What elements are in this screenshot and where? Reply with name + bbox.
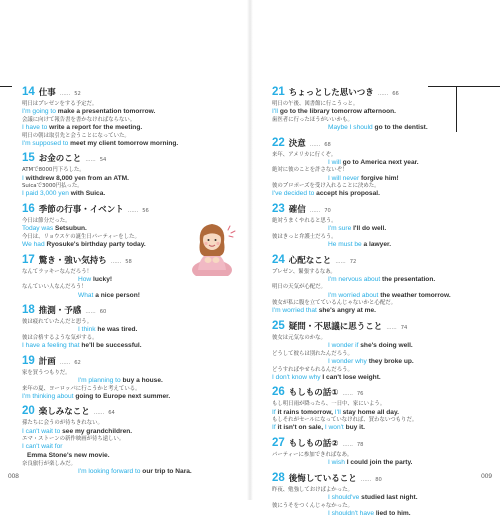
key-phrase: I'm worried that	[272, 307, 317, 315]
japanese-sentence: 彼にうそをつくんじゃなかった。	[272, 502, 353, 509]
section	[272, 472, 494, 519]
section	[272, 137, 494, 199]
key-phrase: If	[272, 424, 276, 432]
sentence-rest: he was tired.	[95, 326, 138, 334]
section-number: 14	[22, 86, 35, 98]
section	[22, 405, 244, 476]
section-title: 推測・予感	[38, 306, 82, 317]
key-phrase: I have to	[22, 124, 48, 131]
sentence-rest: buy it.	[343, 424, 365, 432]
section-page-ref: 78	[356, 441, 364, 448]
key-phrase: I can't wait to	[22, 427, 61, 435]
japanese-sentence: どうして彼らは別れたんだろう。	[272, 350, 353, 357]
section-number: 19	[22, 354, 35, 367]
key-phrase: How	[78, 275, 92, 283]
section-page-ref: 80	[375, 476, 382, 483]
japanese-sentence: 会議に向けて報告書を書かなければならない。	[22, 116, 136, 123]
japanese-sentence: 孫たちに会うのが待ちきれない。	[22, 420, 103, 427]
section-heading	[272, 137, 494, 151]
key-phrase: He must be	[328, 240, 362, 248]
japanese-sentence: なんてラッキーなんだろう！	[22, 268, 92, 275]
english-sentence	[272, 494, 494, 503]
section	[272, 86, 494, 133]
sentence-rest: she's doing well.	[358, 342, 413, 350]
section	[272, 437, 494, 468]
sentence-rest: she's angry at me.	[316, 307, 376, 315]
section-page-ref: 52	[74, 91, 81, 97]
japanese-sentence: 明日はプレゼンをする予定だ。	[22, 101, 98, 107]
key-phrase: I	[22, 174, 24, 182]
english-sentence	[22, 124, 244, 133]
japanese-sentence: 彼は合格するような気がする。	[22, 334, 98, 341]
japanese-sentence: 歯医者に行ったほうがいいかも。	[272, 116, 353, 123]
section-number: 25	[272, 319, 285, 332]
section-heading	[272, 472, 494, 486]
japanese-sentence: 絶対に彼のことを許さないぞ！	[272, 167, 348, 174]
left-page	[0, 0, 250, 500]
girl-illustration	[186, 218, 238, 276]
section-page-ref: 70	[324, 207, 331, 214]
section-title: 楽しみなこと	[38, 407, 90, 418]
leader-dots: ……	[59, 359, 71, 366]
section-number: 20	[22, 405, 35, 418]
sentence-rest: lucky!	[91, 275, 113, 283]
sentence-rest: make a presentation tomorrow.	[55, 108, 156, 116]
japanese-sentence: もしそれがセールになっていなければ、買わないつもりだ。	[272, 417, 418, 424]
key-phrase: I'm nervous about	[328, 275, 381, 283]
sentence-rest: go to the library tomorrow afternoon.	[278, 108, 396, 116]
section-page-ref: 60	[99, 309, 107, 316]
english-sentence	[22, 342, 244, 351]
key-phrase: I should've	[328, 493, 360, 501]
key-phrase: I won't	[324, 424, 344, 432]
section-number: 21	[272, 86, 285, 98]
section-page-ref: 66	[392, 91, 399, 97]
section-title: 後悔していること	[288, 473, 357, 484]
sentence-rest: they broke up.	[366, 357, 414, 365]
section	[22, 86, 244, 148]
section-title: もしもの話①	[288, 388, 339, 399]
english-sentence	[272, 358, 494, 367]
section-number: 28	[272, 471, 285, 484]
sentence-rest: studied last night.	[359, 493, 418, 501]
japanese-sentence: 明日の午後、図書館に行こうっと。	[272, 101, 359, 107]
section-page-ref: 72	[349, 258, 357, 265]
section-number: 27	[272, 436, 285, 449]
japanese-sentence: 昨夜、勉強しておけばよかった。	[272, 486, 353, 493]
section-page-ref: 74	[400, 324, 408, 331]
key-phrase: I will never	[328, 174, 360, 182]
section-number: 24	[272, 253, 285, 266]
english-sentence	[272, 424, 494, 433]
sentence-rest: I can't lose weight.	[320, 373, 381, 381]
leader-dots: ……	[309, 141, 321, 148]
japanese-sentence: 来年の夏、ヨーロッパに行こうかと考えている。	[22, 385, 141, 392]
sentence-rest: Setsubun.	[53, 225, 87, 233]
sentence-rest: Ryosuke's birthday party today.	[44, 240, 146, 248]
english-sentence	[272, 307, 494, 316]
english-sentence	[22, 108, 244, 117]
right-folio: 009	[481, 473, 492, 480]
english-sentence	[22, 326, 244, 335]
key-phrase: We had	[22, 240, 45, 248]
japanese-sentence: パーティーに参加できればなあ。	[272, 451, 353, 458]
english-sentence	[22, 190, 244, 199]
key-phrase: I wonder why	[328, 357, 367, 365]
japanese-sentence: 明日の天気が心配だ。	[272, 284, 326, 291]
key-phrase: I don't know why	[272, 373, 321, 381]
english-sentence	[22, 377, 244, 386]
section-number: 16	[22, 202, 35, 215]
section-heading	[272, 254, 494, 268]
left-folio: 008	[8, 473, 19, 480]
section-page-ref: 58	[125, 258, 132, 265]
sentence-rest: go to America next year.	[340, 158, 419, 166]
section-page-ref: 68	[324, 141, 331, 148]
sentence-rest: with Suica.	[68, 190, 106, 198]
sentence-rest: accept his proposal.	[314, 190, 380, 198]
section-page-ref: 76	[356, 391, 364, 398]
key-phrase: I'm sure	[328, 225, 352, 233]
japanese-sentence: 彼女が私に腹を立てているんじゃないかと心配だ。	[272, 300, 396, 307]
english-sentence	[272, 225, 494, 234]
key-phrase: I can't wait for	[22, 443, 63, 451]
japanese-sentence: 絶対うまくやれると思う。	[272, 217, 337, 224]
key-phrase: I have a feeling that	[22, 342, 80, 350]
right-page	[250, 0, 500, 517]
section-title: お金のこと	[38, 154, 82, 165]
english-sentence	[22, 443, 244, 452]
section-number: 26	[272, 386, 285, 399]
english-sentence	[272, 374, 494, 383]
key-phrase: I will	[328, 158, 341, 166]
english-sentence	[272, 241, 494, 250]
key-phrase: I'm planning to	[78, 376, 121, 384]
section-heading	[22, 86, 244, 100]
section-title: 疑問・不思議に思うこと	[288, 321, 383, 332]
japanese-sentence: 今日は、リョウスケの誕生日パーティーをした。	[22, 233, 140, 240]
key-phrase: I'm thinking about	[22, 392, 74, 400]
japanese-sentence: 来年、アメリカに行くぞ。	[272, 151, 337, 158]
sentence-rest: see my grandchildren.	[60, 427, 133, 435]
section-page-ref: 54	[99, 157, 107, 164]
sentence-rest: he'll be successful.	[79, 342, 142, 350]
sentence-rest: it rains tomorrow,	[275, 408, 335, 416]
key-phrase: I shouldn't have	[328, 509, 374, 517]
key-phrase: I've decided to	[272, 190, 315, 198]
section-title: 驚き・強い気持ち	[38, 255, 107, 266]
leader-dots: ……	[335, 258, 346, 265]
japanese-sentence: どうすればやせられるんだろう。	[272, 366, 353, 373]
japanese-sentence: 今日は節分だった。	[22, 217, 71, 224]
sentence-rest: write a report for the meeting.	[47, 124, 143, 131]
left-column	[22, 86, 244, 480]
key-phrase: I paid 3,000 yen	[22, 190, 69, 198]
japanese-sentence: Suicaで3000円払った。	[22, 183, 83, 190]
english-sentence	[22, 175, 244, 184]
sentence-rest: buy a house.	[120, 376, 163, 384]
japanese-sentence: プレゼン、緊張するなあ。	[272, 268, 336, 275]
section	[22, 304, 244, 351]
english-sentence	[272, 190, 494, 199]
sentence-rest: Emma Stone's new movie.	[27, 451, 110, 459]
section-heading	[272, 386, 494, 400]
key-phrase: Maybe I should	[328, 124, 373, 131]
sentence-rest: meet my client tomorrow morning.	[68, 139, 179, 147]
section-heading	[272, 320, 494, 334]
section-number: 17	[22, 253, 35, 266]
leader-dots: ……	[127, 207, 139, 214]
section	[272, 203, 494, 250]
key-phrase: I'll	[334, 408, 341, 416]
section-page-ref: 56	[142, 207, 149, 214]
section-heading	[272, 86, 494, 100]
sentence-rest: a lawyer.	[361, 240, 392, 248]
section-page-ref: 64	[108, 410, 115, 417]
english-sentence	[22, 468, 244, 477]
sentence-rest: stay home all day.	[340, 408, 399, 416]
leader-dots: ……	[342, 441, 353, 448]
sentence-rest: the presentation.	[380, 275, 436, 283]
sentence-rest: our trip to Nara.	[140, 467, 192, 475]
sentence-rest: a nice person!	[93, 291, 140, 299]
english-sentence	[22, 140, 244, 149]
sentence-rest: go to the dentist.	[372, 124, 428, 131]
section-heading	[22, 405, 244, 419]
leader-dots: ……	[377, 91, 389, 97]
english-sentence	[272, 175, 494, 184]
english-sentence	[272, 510, 494, 519]
japanese-sentence: ATMで8000円下ろした。	[22, 167, 85, 174]
key-phrase: I'm supposed to	[22, 139, 69, 147]
english-sentence	[272, 292, 494, 301]
english-sentence	[22, 393, 244, 402]
leader-dots: ……	[309, 207, 321, 214]
leader-dots: ……	[342, 391, 353, 398]
section-title: 季節の行事・イベント	[38, 204, 124, 215]
english-sentence	[272, 124, 494, 133]
japanese-sentence: 彼のプロポーズを受け入れることに決めた。	[272, 183, 380, 190]
sentence-rest: lied to him.	[373, 509, 411, 517]
japanese-sentence: 彼は疲れていたんだと思う。	[22, 319, 93, 326]
key-phrase: I'll	[272, 108, 279, 116]
japanese-sentence: 明日の朝は取引先と会うことになっていた。	[22, 132, 130, 139]
japanese-sentence: 彼はきっと弁護士だろう。	[272, 233, 337, 240]
section-number: 15	[22, 152, 35, 165]
key-phrase: I'm worried about	[328, 291, 379, 299]
leader-dots: ……	[59, 91, 71, 97]
sentence-rest: it isn't on sale,	[275, 424, 325, 432]
key-phrase: I think	[78, 326, 96, 334]
section-heading	[22, 152, 244, 166]
right-column	[272, 86, 494, 522]
section-title: 決意	[288, 138, 306, 149]
japanese-sentence: 家を買うつもりだ。	[22, 369, 71, 376]
section-number: 22	[272, 136, 285, 149]
leader-dots: ……	[85, 157, 96, 164]
section-heading	[22, 355, 244, 369]
japanese-sentence: もし明日雨が降ったら、一日中、家にいよう。	[272, 401, 386, 408]
key-phrase: I'm looking forward to	[78, 467, 141, 475]
leader-dots: ……	[110, 258, 122, 265]
key-phrase: I wish	[328, 459, 345, 467]
leader-dots: ……	[85, 309, 96, 316]
english-sentence	[22, 452, 244, 461]
key-phrase: If	[272, 408, 276, 416]
key-phrase: What	[78, 291, 94, 299]
japanese-sentence: 奈良旅行が楽しみだ。	[22, 460, 76, 467]
section-page-ref: 62	[74, 359, 81, 366]
section-heading	[22, 304, 244, 318]
sentence-rest: withdrew 8,000 yen from an ATM.	[23, 174, 129, 182]
section-title: ちょっとした思いつき	[288, 88, 374, 98]
sentence-rest: I'll do well.	[351, 225, 387, 233]
section-heading	[22, 203, 244, 217]
section	[22, 355, 244, 402]
section	[272, 386, 494, 433]
section-heading	[272, 203, 494, 217]
sentence-rest: the weather tomorrow.	[378, 291, 451, 299]
section-number: 18	[22, 304, 35, 317]
section-title: 心配なこと	[288, 255, 332, 266]
section-title: もしもの話②	[288, 438, 339, 449]
section-title: 計画	[38, 356, 56, 367]
english-sentence	[272, 409, 494, 418]
section-heading	[272, 437, 494, 451]
section-title: 仕事	[38, 88, 56, 98]
section-title: 確信	[288, 204, 306, 215]
leader-dots: ……	[386, 324, 397, 331]
section	[272, 320, 494, 382]
key-phrase: I'm going to	[22, 108, 56, 116]
sentence-rest: I could join the party.	[344, 459, 413, 467]
japanese-sentence: 彼女は元気なのかな。	[272, 334, 326, 341]
key-phrase: I wonder if	[328, 342, 359, 350]
japanese-sentence: エマ・ストーンの新作映画が待ち遠しい。	[22, 436, 125, 443]
leader-dots: ……	[93, 410, 105, 417]
english-sentence	[272, 459, 494, 468]
sentence-rest: going to Europe next summer.	[73, 392, 171, 400]
leader-dots: ……	[360, 476, 372, 483]
japanese-sentence: なんていい人なんだろう！	[22, 284, 87, 291]
english-sentence	[272, 108, 494, 117]
english-sentence	[22, 428, 244, 437]
section	[22, 152, 244, 199]
section-number: 23	[272, 202, 285, 215]
key-phrase: Today was	[22, 225, 54, 233]
english-sentence	[22, 292, 244, 301]
section	[272, 254, 494, 316]
english-sentence	[272, 342, 494, 351]
sentence-rest: forgive him!	[359, 174, 399, 182]
